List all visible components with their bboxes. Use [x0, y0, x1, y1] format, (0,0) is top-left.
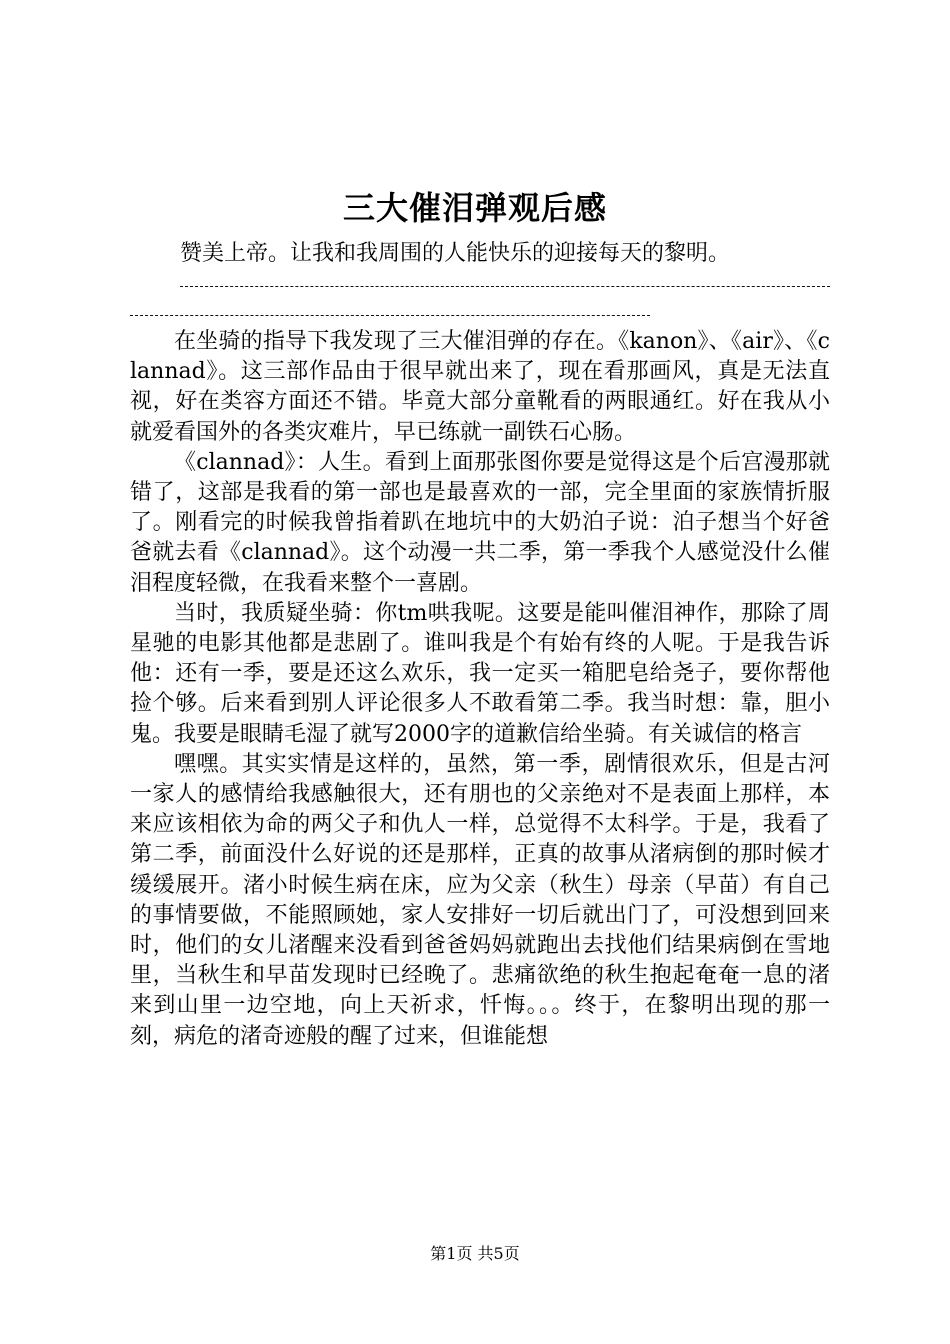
document-title: 三大催泪弹观后感 — [342, 189, 607, 227]
paragraph-1: 在坐骑的指导下我发现了三大催泪弹的存在。《kanon》、《air》、《clannad》。这三部作品由于很早就出来了，现在看那画风，真是无法直视，好在类容方面还不错。毕竟大部分童靴看的两眼通红。好在我从小就爱看国外的各类灾难片，早已练就一副铁石心肠。 — [130, 329, 830, 445]
dashed-divider-top — [180, 286, 830, 287]
paragraph-4: 嘿嘿。其实实情是这样的，虽然，第一季，剧情很欢乐，但是古河一家人的感情给我感触很大，还有朋也的父亲绝对不是表面上那样，本来应该相依为命的两父子和仇人一样，总觉得不太科学。于是，我看了第二季，前面没什么好说的还是那样，正真的故事从渚病倒的那时候才缓缓展开。渚小时候生病在床，应为父亲（秋生）母亲（早苗）有自己的事情要做，不能照顾她，家人安排好一切后就出门了，可没想到回来时，他们的女儿渚醒来没看到爸爸妈妈就跑出去找他们结果病倒在雪地里，当秋生和早苗发现时已经晚了。悲痛欲绝的秋生抱起奄奄一息的渚来到山里一边空地，向上天祈求，忏悔。。。终于，在黎明出现的那一刻，病危的渚奇迹般的醒了过来，但谁能想 — [130, 751, 830, 1049]
motto-line: 赞美上帝。让我和我周围的人能快乐的迎接每天的黎明。 — [180, 241, 731, 266]
paragraph-2: 《clannad》：人生。看到上面那张图你要是觉得这是个后宫漫那就错了，这部是我看的第一部也是最喜欢的一部，完全里面的家族情折服了。刚看完的时候我曾指着趴在地坑中的大奶泊子说：泊子想当个好爸爸就去看《clannad》。这个动漫一共二季，第一季我个人感觉没什么催泪程度轻微，在我看来整个一喜剧。 — [130, 449, 830, 596]
dashed-divider-bottom — [130, 315, 650, 316]
paragraph-3: 当时，我质疑坐骑：你tm哄我呢。这要是能叫催泪神作，那除了周星驰的电影其他都是悲剧了。谁叫我是个有始有终的人呢。于是我告诉他：还有一季，要是还这么欢乐，我一定买一箱肥皂给尧子，要你帮他捡个够。后来看到别人评论很多人不敢看第二季。我当时想：靠，胆小鬼。我要是眼睛毛湿了就写2000字的道歉信给坐骑。有关诚信的格言 — [130, 600, 830, 747]
page-footer: 第1页 共5页 — [430, 1244, 520, 1263]
body-text — [130, 327, 830, 1052]
